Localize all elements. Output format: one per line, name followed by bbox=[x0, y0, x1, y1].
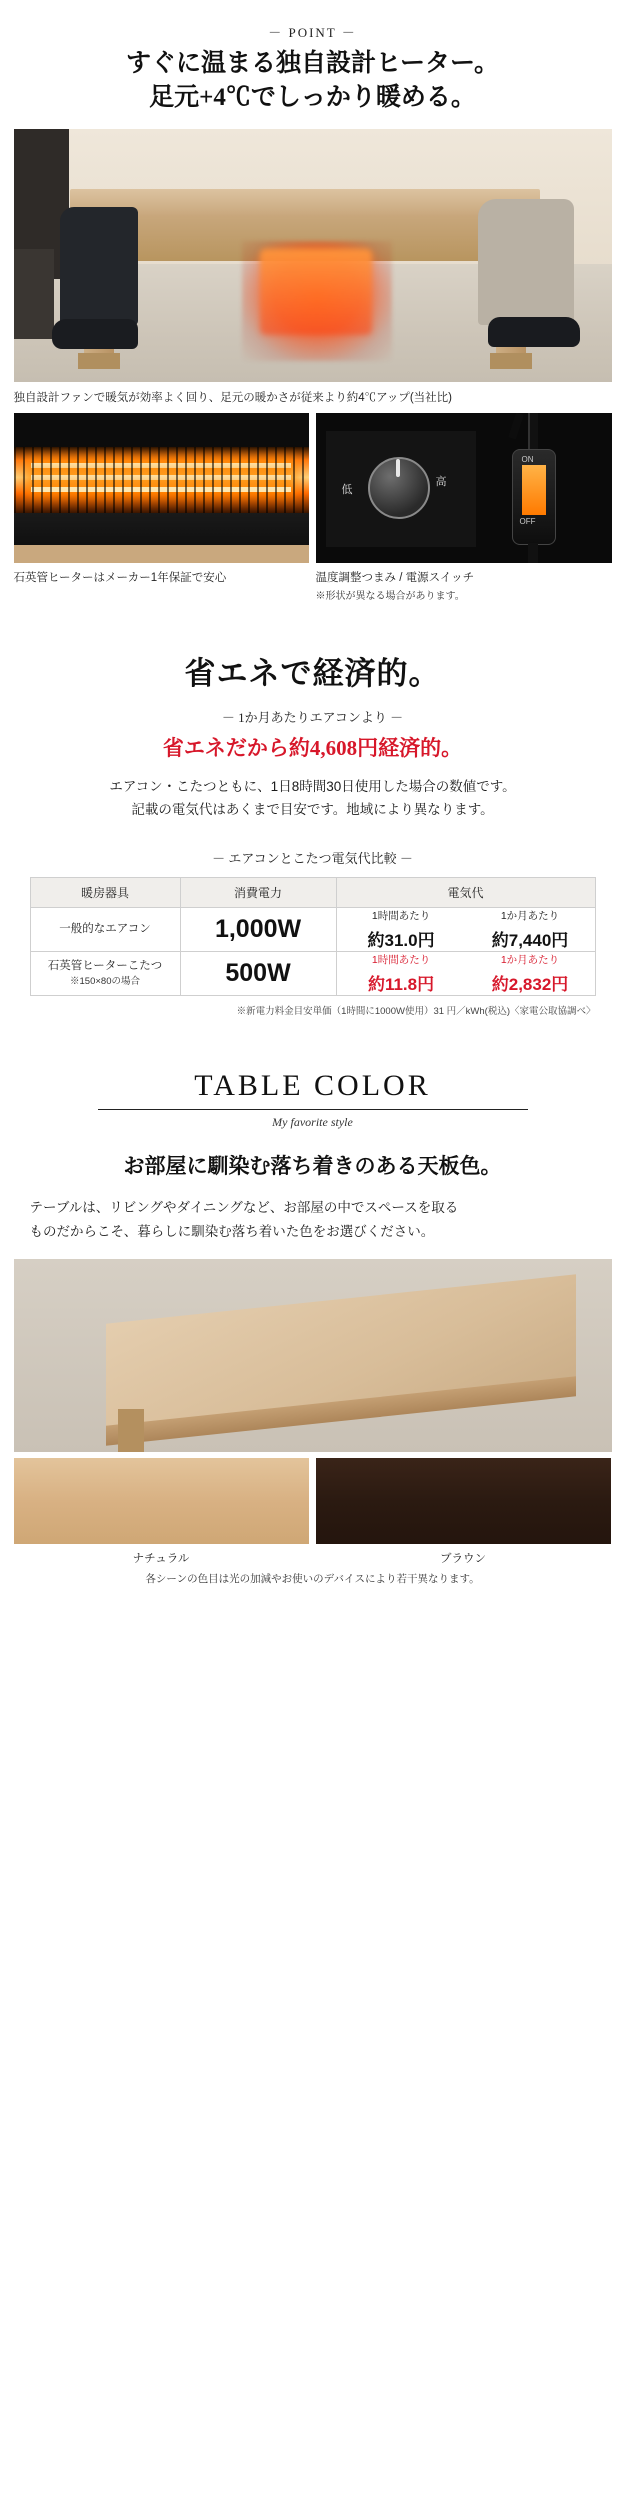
person-left bbox=[42, 207, 134, 357]
row-power-aircon: 1,000W bbox=[180, 907, 336, 951]
person-right-legs bbox=[478, 199, 574, 325]
knob-indicator-icon bbox=[396, 459, 400, 477]
knob-high-label: 高 bbox=[435, 476, 447, 488]
controller-caption-block bbox=[316, 569, 612, 602]
comparison-title: － エアコンとこたつ電気代比較 － bbox=[212, 850, 413, 866]
controller-caption-note: ※形状が異なる場合があります。 bbox=[315, 591, 465, 602]
swatch-label-natural: ナチュラル bbox=[132, 1553, 190, 1566]
person-left-legs bbox=[60, 207, 138, 325]
row-device-aircon bbox=[30, 907, 180, 951]
hourly-value: 約11.8円 bbox=[367, 974, 435, 994]
heater-photo-cell bbox=[14, 413, 309, 563]
point-label: － POINT － bbox=[268, 25, 357, 40]
table-footnote: ※新電力料金目安単価（1時間に1000W使用）31 円／kWh(税込)〈家電公取協調べ〉 bbox=[236, 1005, 596, 1017]
hourly-block bbox=[337, 952, 466, 995]
power-cord-upper bbox=[508, 413, 524, 440]
heater-glow-core bbox=[260, 249, 372, 335]
swatch-label-brown: ブラウン bbox=[440, 1553, 486, 1566]
table-row bbox=[30, 907, 595, 951]
hero-caption: 独自設計ファンで暖気が効率よく回り、足元の暖かさが従来より約4℃アップ(当社比) bbox=[13, 392, 453, 404]
power-cord-lower bbox=[528, 543, 538, 563]
eco-note-line1: エアコン・こたつともに、1日8時間30日使用した場合の数値です。 bbox=[109, 779, 516, 794]
monthly-value: 約7,440円 bbox=[491, 930, 569, 950]
table-color-subtitle: My favorite style bbox=[272, 1114, 353, 1129]
point-header bbox=[0, 0, 625, 115]
controller-caption: 温度調整つまみ / 電源スイッチ bbox=[315, 572, 475, 584]
color-swatch-labels bbox=[14, 1550, 612, 1566]
person-left-shoe bbox=[52, 319, 138, 349]
table-color-heading: お部屋に馴染む落ち着きのある天板色。 bbox=[123, 1153, 502, 1178]
hero-photo bbox=[14, 129, 612, 382]
eco-section bbox=[0, 648, 625, 867]
monthly-label: 1か月あたり bbox=[500, 909, 560, 922]
desc-line2: ものだからこそ、暮らしに馴染む落ち着いた色をお選びください。 bbox=[29, 1223, 435, 1239]
heater-photo bbox=[14, 413, 309, 563]
monthly-block bbox=[466, 908, 595, 951]
switch-on-label: ON bbox=[521, 455, 534, 464]
detail-photo-captions bbox=[14, 569, 612, 602]
table-color-title: TABLE COLOR bbox=[194, 1068, 431, 1102]
row-cost-kotatsu bbox=[336, 951, 595, 995]
switch-indicator-icon bbox=[522, 465, 546, 515]
heater-wood-edge bbox=[14, 545, 309, 563]
row-cost-aircon bbox=[336, 907, 595, 951]
device-name: 一般的なエアコン bbox=[59, 922, 151, 935]
col-cost: 電気代 bbox=[336, 877, 595, 907]
hourly-label: 1時間あたり bbox=[371, 953, 431, 966]
point-title-line2: 足元+4℃でしっかり暖める。 bbox=[149, 84, 476, 111]
eco-note-line2: 記載の電気代はあくまで目安です。地域により異なります。 bbox=[131, 801, 494, 817]
person-right-shoe bbox=[488, 317, 580, 347]
cost-comparison-table bbox=[30, 877, 596, 996]
eco-savings: 省エネだから約4,608円経済的。 bbox=[162, 736, 463, 760]
controller-photo bbox=[316, 413, 612, 563]
eco-note bbox=[0, 776, 625, 822]
switch-off-label: OFF bbox=[519, 517, 536, 526]
power-cord bbox=[528, 413, 538, 453]
col-power: 消費電力 bbox=[180, 877, 336, 907]
col-device: 暖房器具 bbox=[30, 877, 180, 907]
table-row bbox=[30, 951, 595, 995]
monthly-value: 約2,832円 bbox=[491, 974, 569, 994]
hero-table-top bbox=[70, 189, 540, 215]
heater-grille bbox=[14, 447, 309, 513]
hourly-value: 約31.0円 bbox=[367, 930, 435, 950]
row-device-kotatsu bbox=[30, 951, 180, 995]
monthly-block bbox=[466, 952, 595, 995]
detail-photo-row bbox=[14, 413, 612, 563]
knob-low-label: 低 bbox=[341, 484, 353, 496]
point-title-line1: すぐに温まる独自設計ヒーター。 bbox=[125, 50, 499, 77]
control-photo-cell bbox=[316, 413, 612, 563]
swatch-natural[interactable] bbox=[14, 1458, 309, 1544]
table-closeup-photo bbox=[14, 1259, 612, 1452]
device-note: ※150×80の場合 bbox=[70, 975, 140, 987]
table-color-description bbox=[30, 1196, 596, 1243]
heater-frame-top bbox=[14, 413, 309, 447]
hourly-label: 1時間あたり bbox=[371, 909, 431, 922]
monthly-label: 1か月あたり bbox=[500, 953, 560, 966]
swatch-brown[interactable] bbox=[316, 1458, 611, 1544]
divider bbox=[98, 1109, 528, 1110]
hourly-block bbox=[337, 908, 466, 951]
eco-heading: 省エネで経済的。 bbox=[184, 656, 441, 691]
desc-line1: テーブルは、リビングやダイニングなど、お部屋の中でスペースを取る bbox=[29, 1199, 459, 1215]
table-leg bbox=[118, 1409, 144, 1452]
eco-subheading: － 1か月あたりエアコンより － bbox=[221, 710, 404, 725]
page-title bbox=[0, 47, 625, 115]
device-name: 石英管ヒーターこたつ bbox=[47, 959, 163, 972]
person-right bbox=[476, 199, 586, 359]
color-swatch-row bbox=[14, 1458, 612, 1544]
color-disclaimer: 各シーンの色目は光の加減やお使いのデバイスにより若干異なります。 bbox=[145, 1573, 480, 1586]
heater-caption: 石英管ヒーターはメーカー1年保証で安心 bbox=[13, 572, 227, 584]
row-power-kotatsu: 500W bbox=[180, 951, 336, 995]
table-header-row bbox=[30, 877, 595, 907]
table-color-section bbox=[0, 1069, 625, 1243]
